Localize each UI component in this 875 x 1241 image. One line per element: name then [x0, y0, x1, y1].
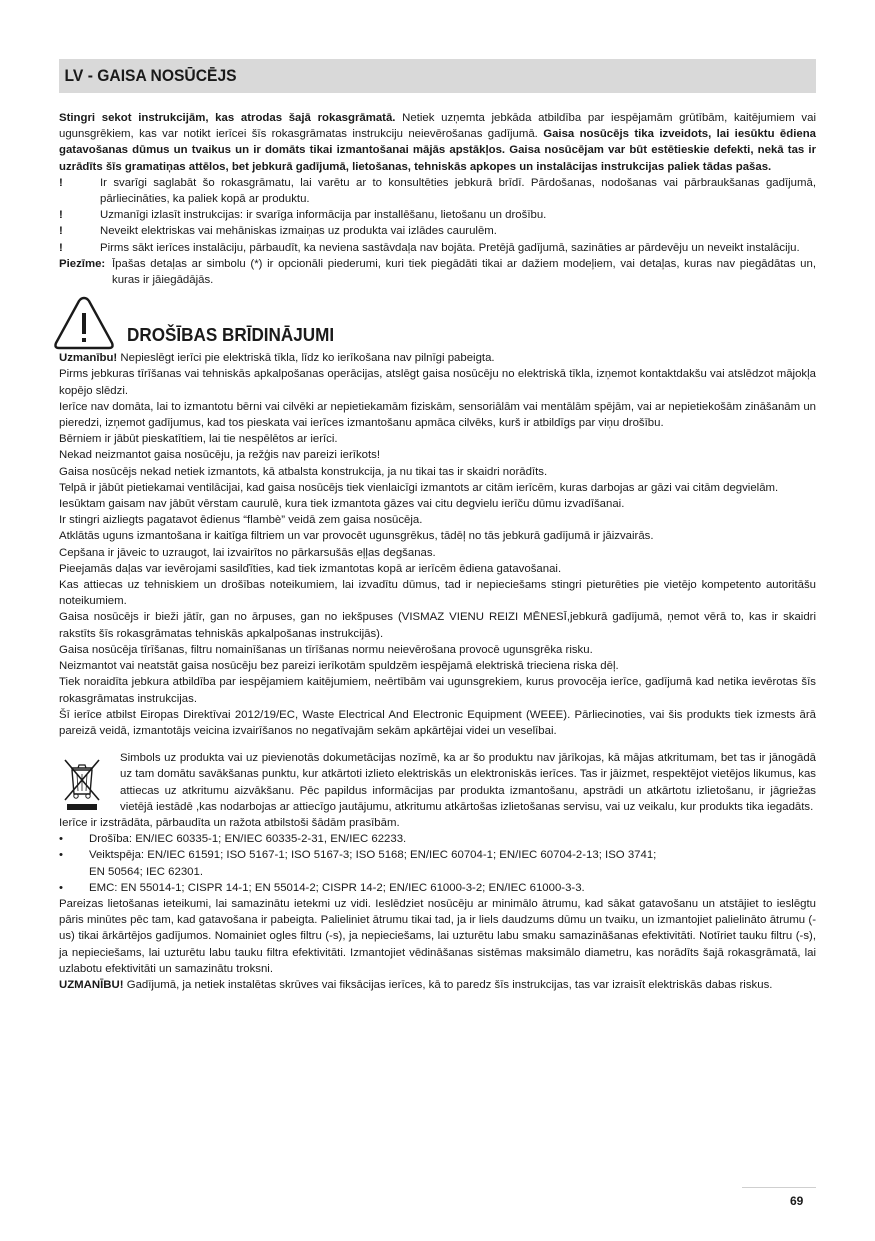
safety-paragraph: Atklātās uguns izmantošana ir kaitīga filtriem un var provocēt ugunsgrēkus, tādēļ no tās jebkurā gadījumā ir jāizvairās. — [59, 530, 654, 543]
standard-text-line-2: EN 50564; IEC 62301. — [89, 865, 203, 878]
standard-text — [89, 847, 816, 879]
bullet: • — [59, 833, 63, 846]
note-text: Neveikt elektriskas vai mehāniskas izmaiņas uz produkta vai izlādes caurulēm. — [100, 225, 497, 238]
final-warning-text: Gadījumā, ja netiek instalētas skrūves vai fiksācijas ierīces, kā to paredz šīs instrukcijas, tas var izraisīt elektriskās dabas riskus. — [123, 978, 773, 991]
safety-paragraph: Telpā ir jābūt pietiekamai ventilācijai, kad gaisa nosūcējs tiek vienlaicīgi izmantots ar citām ierīcēm, kuras darbojas ar gāzi vai citām degvielām. — [59, 481, 779, 494]
document-body — [59, 110, 816, 993]
standard-item — [59, 831, 816, 847]
attention-text: Nepieslēgt ierīci pie elektriskā tīkla, līdz ko ierīkošana nav pilnīgi pabeigta. — [117, 352, 495, 365]
attention-line — [59, 350, 816, 366]
intro-bold-1: Stingri sekot instrukcijām, kas atrodas šajā rokasgrāmatā. — [59, 112, 396, 124]
safety-paragraph: Gaisa nosūcēja tīrīšanas, filtru nomainīšanas un tīrīšanas normu neievērošana provocē ugunsgrēka risku. — [59, 643, 593, 656]
safety-paragraph: Iesūktam gaisam nav jābūt vērstam caurulē, kura tiek izmantota gāzes vai citu degvielu ierīču dūmu izvadīšanai. — [59, 498, 625, 511]
safety-paragraph: Ierīce nav domāta, lai to izmantotu bērni vai cilvēki ar nepietiekamām fiziskām, sensoriālām vai mentālām spējām, vai ar nepietiekošām zināšanām un pieredzi, izņemot gadījumus, kad tos pieskata vai ierīces izmantošanu apmāca cilvēks, kurš ir atbildīgs par viņu drošību. — [59, 400, 816, 430]
note-item — [59, 175, 816, 207]
page-number: 69 — [790, 1194, 804, 1208]
safety-paragraph: Nekad neizmantot gaisa nosūcēju, ja režģis nav pareizi ierīkots! — [59, 449, 381, 462]
standard-text-line-1: Veiktspēja: EN/IEC 61591; ISO 5167-1; ISO 5167-3; ISO 5168; EN/IEC 60704-1; EN/IEC 60704-2-13; ISO 3741; — [89, 849, 657, 862]
piezime-text: Īpašas detaļas ar simbolu (*) ir opcionāli piederumi, kuri tiek piegādāti tikai ar dažiem modeļiem, vai detaļas, kuras nav piegādātas un, kuras ir jāiegādājās. — [112, 257, 816, 287]
usage-advice-paragraph: Pareizas lietošanas ieteikumi, lai samazinātu ietekmi uz vidi. Ieslēdziet nosūcēju ar minimālo ātrumu, kad sākat gatavošanu un atstājiet to ieslēgtu pāris minūtes pēc tam, kad gatavošana ir pabeigta. Palieliniet ātrumu tikai tad, ja ir liels daudzums dūmu un tvaiku, un izmantojiet palielināto ātrumu (-us) tikai ārkārtējos gadījumos. Nomainiet ogles filtru (-s), ja nepieciešams, lai uzturētu labu smaku samazināšanas efektivitāti. Notīriet tauku filtru (-s), ja nepieciešams, lai uzturētu labu tauku filtra efektivitāti. Izmantojiet vēdināšanas sistēmas maksimālo diametru, kas norādīts šajā rokasgrāmatā, lai uzlabotu efektivitāti un samazinātu troksni. — [59, 897, 816, 975]
standard-item — [59, 847, 816, 879]
bullet: • — [59, 881, 63, 894]
note-item — [59, 223, 816, 239]
note-text: Uzmanīgi izlasīt instrukcijas: ir svarīga informācija par installēšanu, lietošanu un drošību. — [100, 209, 547, 222]
safety-paragraph: Kas attiecas uz tehniskiem un drošības noteikumiem, lai izvadītu dūmus, tad ir nepieciešams stingri pieturēties pie vietējo kompetento autoritāšu noteikumiem. — [59, 579, 816, 608]
note-text: Pirms sākt ierīces instalāciju, pārbaudīt, ka neviena sastāvdaļa nav bojāta. Pretējā gadījumā, sazināties ar pārdevēju un neveikt instalāciju. — [100, 241, 800, 254]
safety-header — [59, 298, 816, 350]
standard-item — [59, 880, 816, 896]
safety-paragraph: Tiek noraidīta jebkura atbildība par iespējamiem kaitējumiem, neērtībām vai ugunsgrekiem, kurus provocēja ierīce, gadījumā kad netika ievērotas šīs rokasgrāmatas instrukcijas. — [59, 676, 816, 705]
final-warning — [59, 977, 816, 993]
safety-paragraph: Šī ierīce atbilst Eiropas Direktīvai 2012/19/EC, Waste Electrical And Electronic Equipment (WEEE). Pārliecinoties, vai šis produkts tiek izmests ārā pareizā veidā, izmantotājs veicina izvairīšanos no negatīvajām sekām apkārtējai videi un veselībai. — [59, 708, 816, 737]
exclamation-marker: ! — [59, 176, 63, 189]
intro-text-1: Netiek uzņemta jebkāda atbildība par iespējamām grūtībām, kaitējumiem vai ugunsgrēkiem, kas var notikt ierīcei šīs rokasgrāmatas instrukciju neievērošanas gadījumā. — [59, 112, 816, 141]
weee-text: Simbols uz produkta vai uz pievienotās dokumetācijas nozīmē, ka ar šo produktu nav jārīkojas, kā mājas atkritumam, bet tas ir jānogādā uz tam domātu savākšanas punktu, kur atkārtoti izlieto elektriskās un elektroniskās ierīces. Tas ir jāizmet, respektējot vietējos likumus, kas attiecas uz atkritumu aizvākšanu. Pēc papildus informācijas par produkta izmantošanu, apstrādi un atkārtotu izlietošanu, ir jāgriežas vietējā iestādē ,kas nodarbojas ar attiecīgo jautājumu, atkritumu atkārtošas izlietošanas servisu, vai uz veikalu, kur produkts tika iegadāts. — [120, 752, 816, 813]
safety-title: DROŠĪBAS BRĪDINĀJUMI — [127, 325, 335, 346]
piezime-note — [59, 256, 816, 288]
crossed-bin-icon — [59, 756, 105, 812]
safety-paragraph: Neizmantot vai neatstāt gaisa nosūcēju bez pareizi ierīkotām spuldzēm iespējamā elektriskā trieciena riska dēļ. — [59, 660, 619, 673]
warning-triangle-icon — [51, 294, 117, 352]
page-title: LV - GAISA NOSŪCĒJS — [64, 66, 237, 85]
exclamation-marker: ! — [59, 209, 63, 222]
safety-paragraph: Gaisa nosūcējs nekad netiek izmantots, kā atbalsta konstrukcija, ja nu tikai tas ir skaidri norādīts. — [59, 465, 548, 478]
intro-paragraph — [59, 110, 816, 175]
bullet: • — [59, 849, 63, 862]
safety-paragraph: Bērniem ir jābūt pieskatītiem, lai tie nespēlētos ar ierīci. — [59, 433, 338, 446]
page-header — [59, 59, 816, 93]
note-item — [59, 207, 816, 223]
exclamation-marker: ! — [59, 225, 63, 238]
safety-paragraph: Pieejamās daļas var ievērojami sasilďīties, kad tiek izmantotas kopā ar ierīcēm ēdiena gatavošanai. — [59, 562, 562, 575]
safety-paragraph: Cepšana ir jāveic to uzraugot, lai izvairītos no pārkarsušās eļļas degšanas. — [59, 546, 436, 559]
weee-block — [59, 750, 816, 815]
safety-paragraph: Gaisa nosūcējs ir bieži jātīr, gan no ārpuses, gan no iekšpuses (VISMAZ VIENU REIZI MĒNESĪ,jebkurā gadījumā, ņemot vērā to, kas ir skaidri rakstīts šīs rokasgrāmatas tehniskās apkalpošanas instrukcijās). — [59, 611, 816, 640]
safety-paragraph: Pirms jebkuras tīrīšanas vai tehniskās apkalpošanas operācijas, atslēgt gaisa nosūcēju no elektriskā tīkla, izņemot kontaktdakšu vai atslēdzot mājokļa kopējo slēdzi. — [59, 368, 816, 397]
safety-paragraph: Ir stingri aizliegts pagatavot ēdienus “flambè” veidā zem gaisa nosūcēja. — [59, 514, 423, 527]
note-text: Ir svarīgi saglabāt šo rokasgrāmatu, lai varētu ar to konsultēties jebkurā brīdī. Pārdošanas, nodošanas vai pārbraukšanas gadījumā, pārliecināties, ka paliek kopā ar produktu. — [100, 176, 816, 206]
piezime-label: Piezīme: — [59, 257, 106, 270]
footer-divider — [742, 1187, 816, 1188]
standard-text: Drošība: EN/IEC 60335-1; EN/IEC 60335-2-31, EN/IEC 62233. — [89, 833, 407, 846]
standard-text: EMC: EN 55014-1; CISPR 14-1; EN 55014-2; CISPR 14-2; EN/IEC 61000-3-2; EN/IEC 61000-3-3. — [89, 881, 585, 894]
attention-label: Uzmanību! — [59, 352, 118, 365]
exclamation-marker: ! — [59, 241, 63, 254]
intro-bold-2: Gaisa nosūcējs tika izveidots, lai iesūktu ēdiena gatavošanas dūmus un tvaikus un ir domāts tikai izmantošanai mājās apstākļos. Gaisa nosūcējam var būt estētieskie defekti, nekā tas ir uzrādīts šīs gramatiņas attēlos, bet jebkurā gadījumā, lietošanas, tehniskās apkopes un instalācijas instrukcijas paliek tādas pašas. — [59, 128, 816, 173]
note-item — [59, 240, 816, 256]
final-warning-label: UZMANĪBU! — [59, 978, 124, 991]
standards-intro: Ierīce ir izstrādāta, pārbaudīta un ražota atbilstoši šādām prasībām. — [59, 816, 400, 829]
